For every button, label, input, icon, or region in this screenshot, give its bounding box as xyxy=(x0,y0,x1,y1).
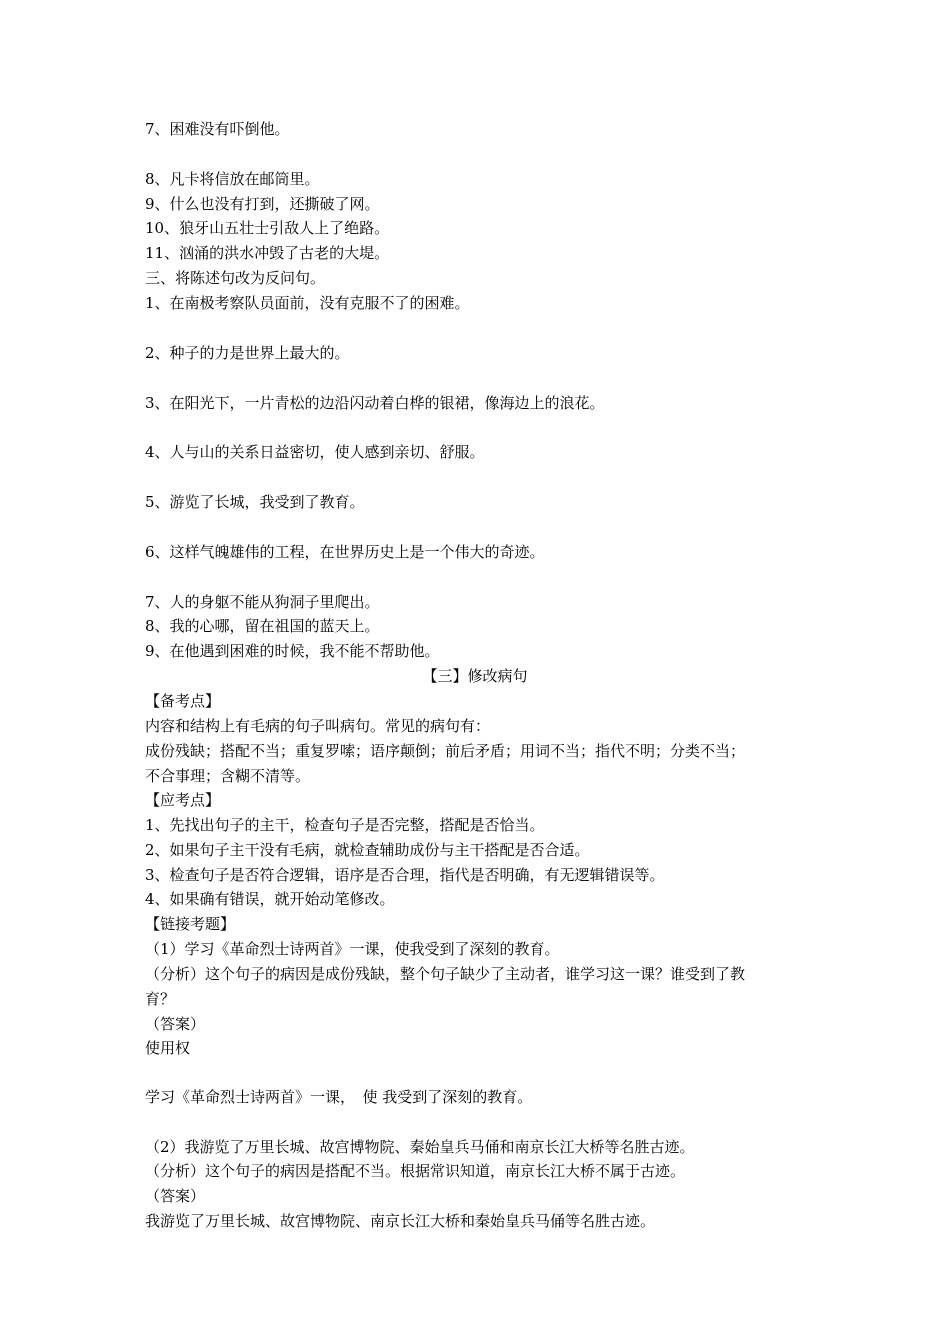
text-line: 7、困难没有吓倒他。 xyxy=(145,120,290,138)
sub-heading: 【备考点】 xyxy=(145,692,221,710)
text-line: 8、凡卡将信放在邮筒里。 xyxy=(145,170,320,188)
text-line: 2、种子的力是世界上最大的。 xyxy=(145,344,350,362)
text-line: 不合事理；含糊不清等。 xyxy=(145,767,311,785)
text-line: 3、在阳光下，一片青松的边沿闪动着白桦的银裙，像海边上的浪花。 xyxy=(145,394,605,412)
text-line: 8、我的心哪，留在祖国的蓝天上。 xyxy=(145,617,380,635)
text-line: 11、汹涌的洪水冲毁了古老的大堤。 xyxy=(145,244,390,262)
text-line: 1、在南极考察队员面前，没有克服不了的困难。 xyxy=(145,294,470,312)
section-heading: 三、将陈述句改为反问句。 xyxy=(145,269,326,287)
text-line: 学习《革命烈士诗两首》一课， 使 我受到了深刻的教育。 xyxy=(145,1088,533,1106)
sub-heading: 【应考点】 xyxy=(145,791,221,809)
text-line: 使用权 xyxy=(145,1039,191,1057)
text-line: 育？ xyxy=(145,990,176,1008)
text-line: 4、如果确有错误，就开始动笔修改。 xyxy=(145,890,395,908)
text-line: （分析）这个句子的病因是成份残缺，整个句子缺少了主动者，谁学习这一课？谁受到了教 xyxy=(145,965,746,983)
sub-heading: 【链接考题】 xyxy=(145,915,236,933)
text-line: （答案） xyxy=(145,1015,206,1033)
text-line: 10、狼牙山五壮士引敌人上了绝路。 xyxy=(145,219,390,237)
text-line: 4、人与山的关系日益密切，使人感到亲切、舒服。 xyxy=(145,443,485,461)
text-line: 成份残缺；搭配不当；重复罗嗦；语序颠倒；前后矛盾；用词不当；指代不明；分类不当； xyxy=(145,742,746,760)
text-line: 5、游览了长城，我受到了教育。 xyxy=(145,493,365,511)
text-line: 7、人的身躯不能从狗洞子里爬出。 xyxy=(145,593,380,611)
text-line: 6、这样气魄雄伟的工程，在世界历史上是一个伟大的奇迹。 xyxy=(145,543,545,561)
text-line: 9、什么也没有打到，还撕破了网。 xyxy=(145,195,380,213)
text-line: （2）我游览了万里长城、故宫博物院、秦始皇兵马俑和南京长江大桥等名胜古迹。 xyxy=(145,1138,695,1156)
text-line: 我游览了万里长城、故宫博物院、南京长江大桥和秦始皇兵马俑等名胜古迹。 xyxy=(145,1212,656,1230)
text-line: （分析）这个句子的病因是搭配不当。根据常识知道，南京长江大桥不属于古迹。 xyxy=(145,1162,686,1180)
text-line: 9、在他遇到困难的时候，我不能不帮助他。 xyxy=(145,642,440,660)
text-line: 1、先找出句子的主干，检查句子是否完整，搭配是否恰当。 xyxy=(145,816,545,834)
text-line: 内容和结构上有毛病的句子叫病句。常见的病句有： xyxy=(145,717,491,735)
section-title: 【三】修改病句 xyxy=(422,667,528,685)
text-line: 2、如果句子主干没有毛病，就检查辅助成份与主干搭配是否合适。 xyxy=(145,841,590,859)
text-line: 3、检查句子是否符合逻辑，语序是否合理，指代是否明确，有无逻辑错误等。 xyxy=(145,866,665,884)
text-line: （1）学习《革命烈士诗两首》一课，使我受到了深刻的教育。 xyxy=(145,940,560,958)
text-line: （答案） xyxy=(145,1187,206,1205)
